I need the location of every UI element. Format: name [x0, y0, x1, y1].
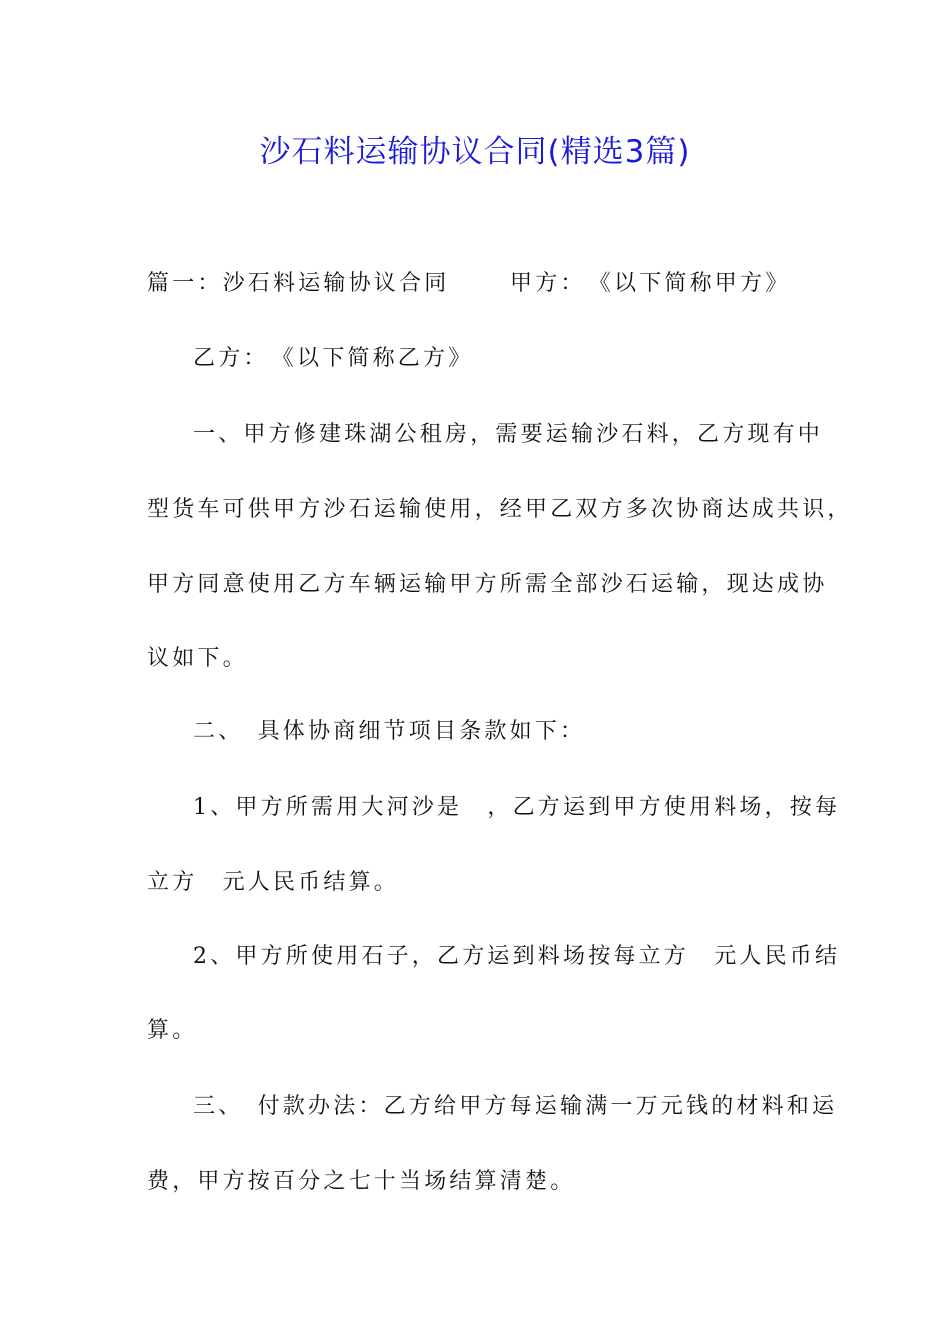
text-line: 费，甲方按百分之七十当场结算清楚。 — [147, 1169, 576, 1194]
text-line: 甲方同意使用乙方车辆运输甲方所需全部沙石运输，现达成协 — [147, 572, 828, 597]
text-line: 三、 付款办法：乙方给甲方每运输满一万元钱的材料和运 — [193, 1094, 838, 1119]
text-line: 2、甲方所使用石子，乙方运到料场按每立方 元人民币结 — [193, 944, 841, 969]
text-line: 立方 元人民币结算。 — [147, 870, 400, 895]
text-line: 算。 — [147, 1018, 198, 1043]
text-line: 篇一：沙石料运输协议合同 甲方： 《以下简称甲方》 — [147, 271, 791, 296]
text-line: 二、 具体协商细节项目条款如下： — [193, 719, 586, 744]
document-title: 沙石料运输协议合同(精选3篇) — [259, 134, 691, 170]
text-line: 型货车可供甲方沙石运输使用，经甲乙双方多次协商达成共识， — [147, 497, 853, 522]
text-line: 议如下。 — [147, 646, 248, 671]
text-line: 乙方： 《以下简称乙方》 — [193, 346, 474, 371]
text-line: 1、甲方所需用大河沙是 ，乙方运到甲方使用料场，按每 — [193, 795, 841, 820]
text-line: 一、甲方修建珠湖公租房，需要运输沙石料，乙方现有中 — [193, 422, 824, 447]
